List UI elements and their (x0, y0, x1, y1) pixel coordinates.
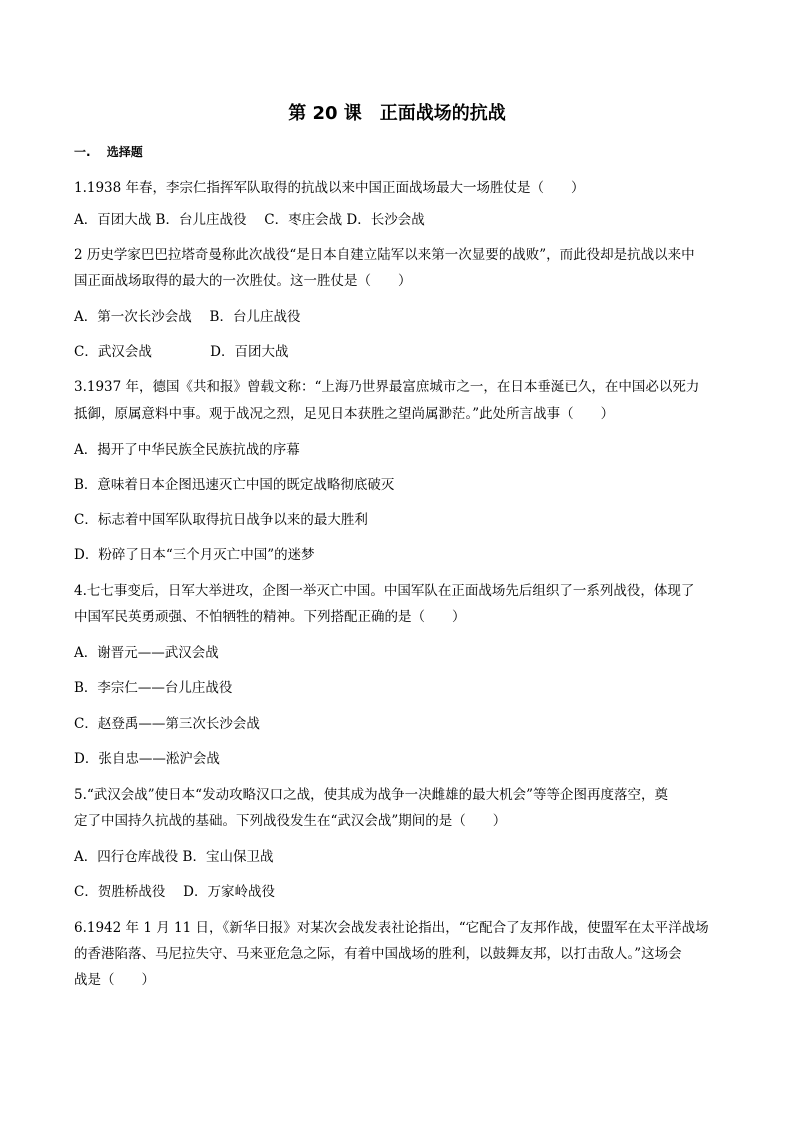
question-2-options-row-2: C．武汉会战 D．百团大战 (74, 344, 289, 360)
question-5-stem-line-2: 定了中国持久抗战的基础。下列战役发生在“武汉会战”期间的是（ ） (74, 813, 507, 829)
question-2-stem-line-1: 2 历史学家巴巴拉塔奇曼称此次战役“是日本自建立陆军以来第一次显要的战败”，而此役却是抗战以来中 (74, 247, 695, 263)
question-3-option-b: B．意味着日本企图迅速灭亡中国的既定战略彻底破灭 (74, 477, 395, 493)
question-4-option-b: B．李宗仁——台儿庄战役 (74, 680, 233, 696)
question-6-stem-line-1: 6.1942 年 1 月 11 日，《新华日报》对某次会战发表社论指出，“它配合了友邦作战，使盟军在太平洋战场 (74, 920, 709, 936)
question-2-options-row-1: A．第一次长沙会战 B．台儿庄战役 (74, 309, 301, 325)
question-1-options: A．百团大战 B．台儿庄战役 C．枣庄会战 D．长沙会战 (74, 212, 425, 228)
question-6-stem-line-3: 战是（ ） (74, 972, 155, 988)
question-4-option-a: A．谢晋元——武汉会战 (74, 645, 219, 661)
question-6-stem-line-2: 的香港陷落、马尼拉失守、马来亚危急之际，有着中国战场的胜利，以鼓舞友邦，以打击敌人。”这场会 (74, 946, 682, 962)
question-5-options-row-2: C．贺胜桥战役 D．万家岭战役 (74, 884, 275, 900)
question-4-option-d: D．张自忠——淞沪会战 (74, 751, 220, 767)
question-4-stem-line-2: 中国军民英勇顽强、不怕牺牲的精神。下列搭配正确的是（ ） (74, 609, 466, 625)
question-5-options-row-1: A．四行仓库战役 B．宝山保卫战 (74, 849, 274, 865)
question-3-stem-line-1: 3.1937 年，德国《共和报》曾载文称：“上海乃世界最富庶城市之一，在日本垂涎已久，在中国必以死力 (74, 379, 700, 395)
question-2-stem-line-2: 国正面战场取得的最大的一次胜仗。这一胜仗是（ ） (74, 273, 412, 289)
question-3-stem-line-2: 抵御，原属意料中事。观于战况之烈，足见日本获胜之望尚属渺茫。”此处所言战事（ ） (74, 406, 615, 422)
question-3-option-c: C．标志着中国军队取得抗日战争以来的最大胜利 (74, 512, 368, 528)
section-heading: 一. 选择题 (74, 145, 143, 159)
question-3-option-d: D．粉碎了日本“三个月灭亡中国”的迷梦 (74, 547, 315, 563)
question-3-option-a: A．揭开了中华民族全民族抗战的序幕 (74, 442, 300, 458)
question-4-option-c: C．赵登禹——第三次长沙会战 (74, 716, 260, 732)
question-5-stem-line-1: 5.“武汉会战”使日本“发动攻略汉口之战，使其成为战争一决雌雄的最大机会”等等企图再度落空，奠 (74, 787, 668, 803)
page-title: 第 20 课 正面战场的抗战 (288, 103, 506, 124)
question-4-stem-line-1: 4.七七事变后，日军大举进攻，企图一举灭亡中国。中国军队在正面战场先后组织了一系列战役，体现了 (74, 583, 695, 599)
question-1-stem: 1.1938 年春，李宗仁指挥军队取得的抗战以来中国正面战场最大一场胜仗是（ ） (74, 180, 585, 196)
